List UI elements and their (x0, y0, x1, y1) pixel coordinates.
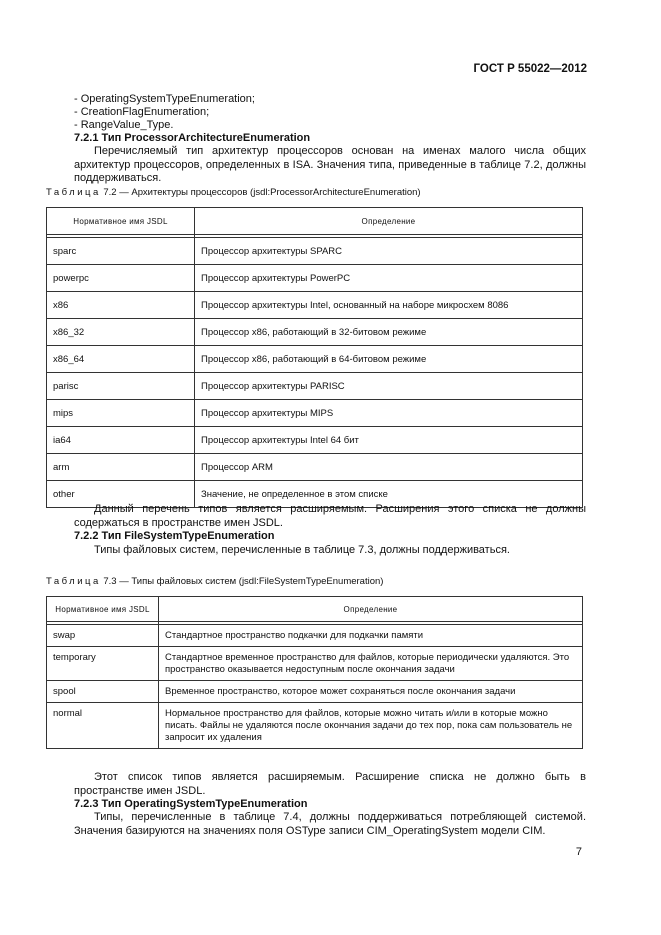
section-heading-723: 7.2.3 Тип OperatingSystemTypeEnumeration (74, 798, 308, 810)
section-text-721: Перечисляемый тип архитектур процессоров основан на именах малого числа общих архитектур процессоров, определенных в ISA. Значения типа, приведенные в таблице 7.2, должны поддерживаться. (74, 145, 586, 184)
table-row (47, 703, 583, 749)
table-row (47, 681, 583, 703)
caption-text: 7.2 — Архитектуры процессоров (jsdl:ProcessorArchitectureEnumeration) (100, 187, 421, 198)
jsdl-name: normal (47, 703, 159, 749)
table-row (47, 373, 583, 400)
definition: Процессор архитектуры Intel, основанный на наборе микросхем 8086 (195, 292, 583, 319)
table-header-row (47, 597, 583, 622)
jsdl-name: powerpc (47, 265, 195, 292)
list-item: - OperatingSystemTypeEnumeration; (74, 93, 255, 105)
table-row (47, 346, 583, 373)
jsdl-name: x86_64 (47, 346, 195, 373)
definition: Стандартное пространство подкачки для подкачки памяти (159, 625, 583, 647)
table-row (47, 265, 583, 292)
table-row (47, 647, 583, 681)
jsdl-name: spool (47, 681, 159, 703)
jsdl-name: arm (47, 454, 195, 481)
table-row (47, 427, 583, 454)
jsdl-name: temporary (47, 647, 159, 681)
table-row (47, 400, 583, 427)
definition: Процессор x86, работающий в 64-битовом режиме (195, 346, 583, 373)
paragraph-after-table-72: Данный перечень типов является расширяемым. Расширения этого списка не должны содержаться в пространстве имен JSDL. (74, 503, 586, 529)
table-caption-72 (46, 187, 421, 198)
definition: Временное пространство, которое может сохраняться после окончания задачи (159, 681, 583, 703)
table-row (47, 319, 583, 346)
table-row (47, 238, 583, 265)
column-header-definition: Определение (159, 597, 583, 622)
definition: Процессор ARM (195, 454, 583, 481)
section-heading-721: 7.2.1 Тип ProcessorArchitectureEnumeration (74, 132, 311, 144)
file-system-type-table (46, 596, 583, 749)
jsdl-name: swap (47, 625, 159, 647)
page-number: 7 (575, 846, 582, 858)
table-row (47, 292, 583, 319)
jsdl-name: mips (47, 400, 195, 427)
table-row (47, 454, 583, 481)
jsdl-name: other (47, 481, 195, 508)
table-row (47, 625, 583, 647)
processor-architecture-table (46, 207, 583, 508)
definition: Процессор архитектуры MIPS (195, 400, 583, 427)
jsdl-name: x86_32 (47, 319, 195, 346)
jsdl-name: ia64 (47, 427, 195, 454)
paragraph-after-table-73: Этот список типов является расширяемым. Расширение списка не должно быть в пространстве имен JSDL. (74, 771, 586, 797)
jsdl-name: parisc (47, 373, 195, 400)
definition: Процессор x86, работающий в 32-битовом режиме (195, 319, 583, 346)
definition: Процессор архитектуры SPARC (195, 238, 583, 265)
definition: Процессор архитектуры Intel 64 бит (195, 427, 583, 454)
section-text-722: Типы файловых систем, перечисленные в таблице 7.3, должны поддерживаться. (94, 544, 510, 556)
caption-text: 7.3 — Типы файловых систем (jsdl:FileSystemTypeEnumeration) (100, 576, 384, 587)
definition: Значение, не определенное в этом списке (195, 481, 583, 508)
section-heading-722: 7.2.2 Тип FileSystemTypeEnumeration (74, 530, 275, 542)
definition: Нормальное пространство для файлов, которые можно читать и/или в которые можно писать. Файлы не удаляются после окончания задачи до тех пор, пока сам пользователь не запросит их удаления (159, 703, 583, 749)
column-header-definition: Определение (195, 208, 583, 235)
table-header-row (47, 208, 583, 235)
section-text-723: Типы, перечисленные в таблице 7.4, должны поддерживаться потребляющей системой. Значения базируются на значениях поля OSType записи CIM_OperatingSystem модели CIM. (74, 811, 586, 837)
list-item: - CreationFlagEnumeration; (74, 106, 210, 118)
caption-label: Таблица (46, 187, 101, 198)
jsdl-name: sparc (47, 238, 195, 265)
caption-label: Таблица (46, 576, 101, 587)
jsdl-name: x86 (47, 292, 195, 319)
definition: Процессор архитектуры PowerPC (195, 265, 583, 292)
definition: Стандартное временное пространство для файлов, которые периодически удаляются. Это пространство оказывается недоступным после окончания задачи (159, 647, 583, 681)
table-caption-73 (46, 576, 383, 587)
column-header-name: Нормативное имя JSDL (47, 597, 159, 622)
list-item: - RangeValue_Type. (74, 119, 174, 131)
column-header-name: Нормативное имя JSDL (47, 208, 195, 235)
definition: Процессор архитектуры PARISC (195, 373, 583, 400)
document-standard-number: ГОСТ Р 55022—2012 (473, 63, 587, 75)
